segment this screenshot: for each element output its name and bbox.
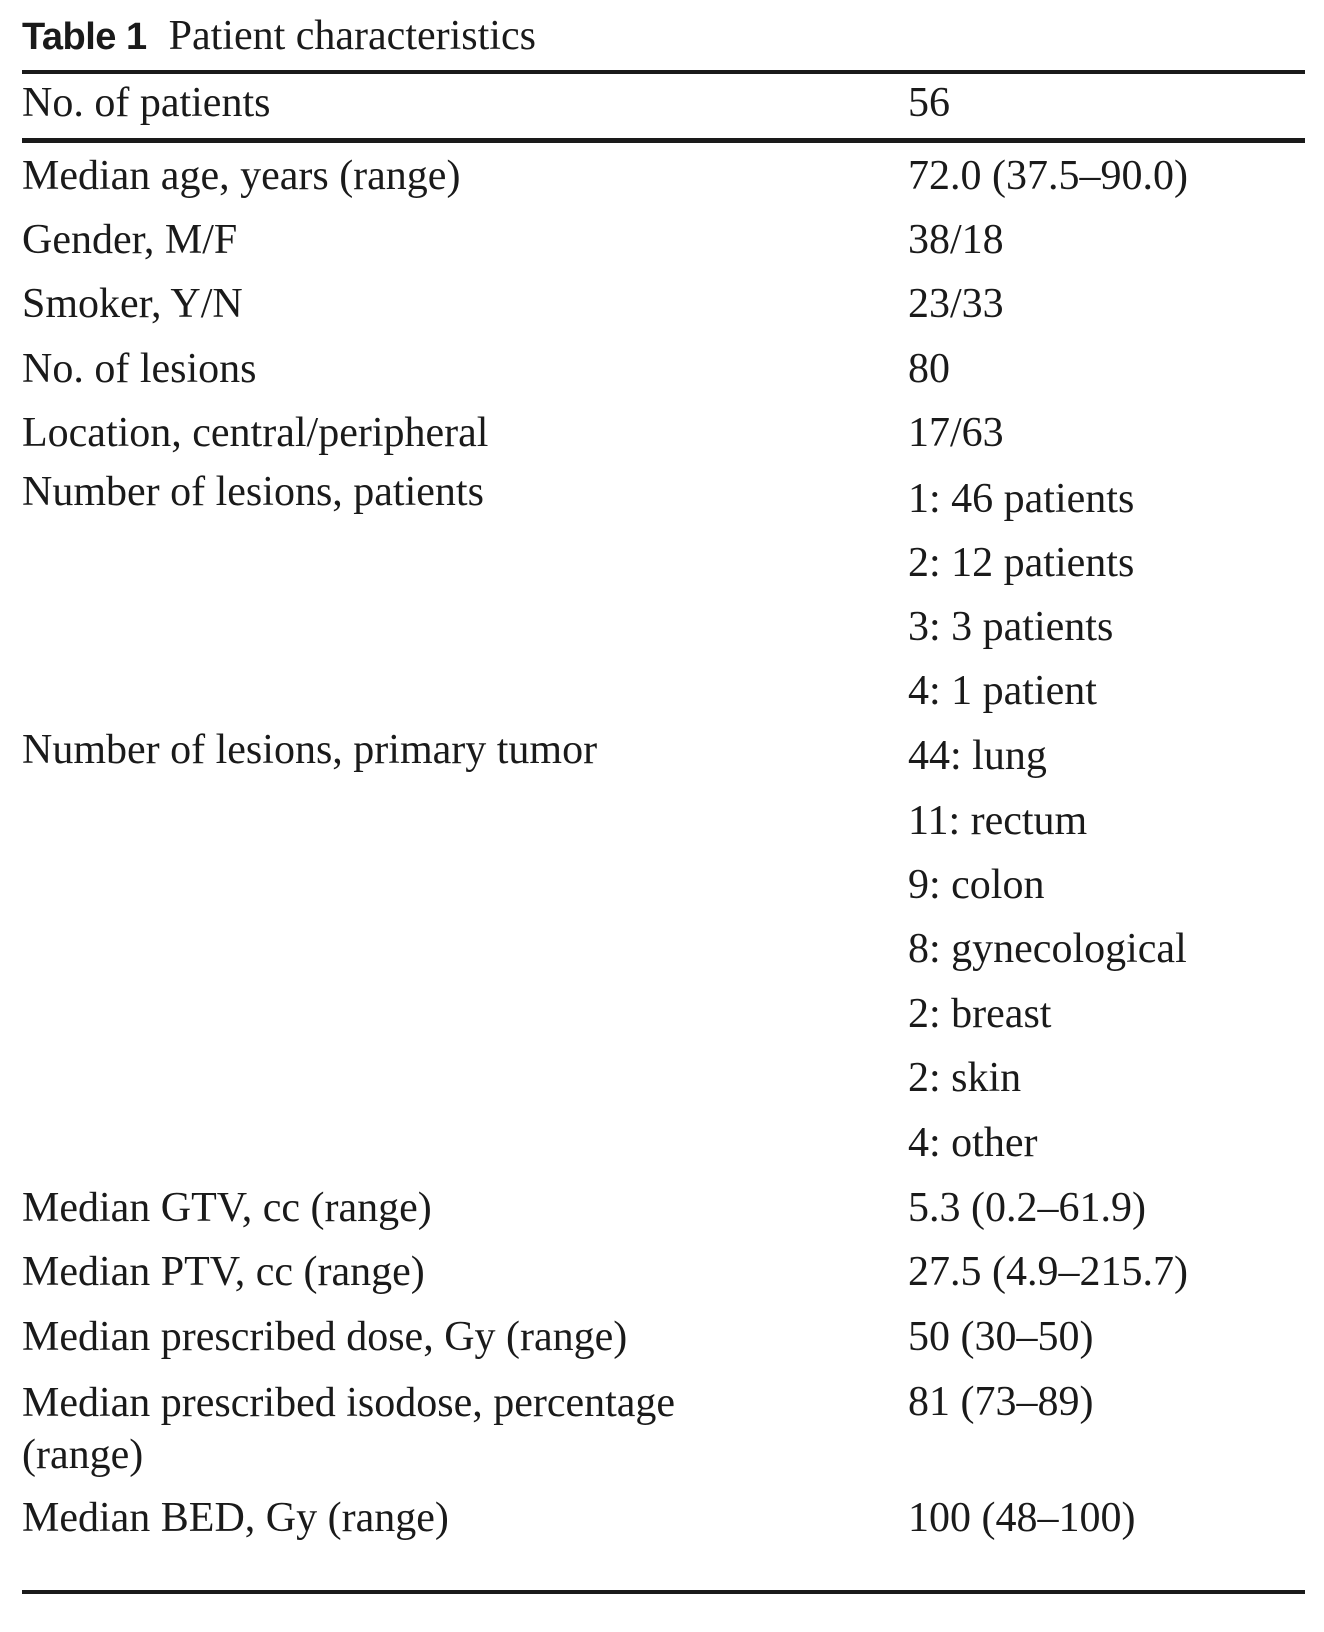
bottom-rule [22,1590,1305,1594]
row-label-median-age: Median age, years (range) [22,153,461,199]
row-label-dose: Median prescribed dose, Gy (range) [22,1314,628,1360]
row-label-lesions-primary: Number of lesions, primary tumor [22,727,598,773]
row-label-gender: Gender, M/F [22,217,238,263]
row-value-ptv: 27.5 (4.9–215.7) [908,1249,1188,1295]
table-label: Table 1 [22,16,147,58]
lesions-primary-value: 9: colon [908,862,1045,908]
lesions-primary-value: 4: other [908,1120,1038,1166]
table-caption [22,8,536,64]
lesions-primary-value: 2: breast [908,991,1052,1037]
row-label-lesions-patients: Number of lesions, patients [22,469,484,515]
row-label-smoker: Smoker, Y/N [22,281,243,327]
lesions-patients-value: 1: 46 patients [908,476,1135,522]
row-label-bed: Median BED, Gy (range) [22,1495,449,1541]
row-value-lesions: 80 [908,346,950,392]
top-rule [22,70,1305,74]
lesions-patients-value: 4: 1 patient [908,668,1097,714]
row-value-isodose: 81 (73–89) [908,1379,1094,1425]
row-label-lesions: No. of lesions [22,346,257,392]
row-label-location: Location, central/peripheral [22,410,489,456]
row-label-gtv: Median GTV, cc (range) [22,1185,432,1231]
lesions-primary-value: 11: rectum [908,798,1088,844]
row-value-dose: 50 (30–50) [908,1314,1094,1360]
row-value-location: 17/63 [908,410,1004,456]
lesions-primary-value: 8: gynecological [908,926,1187,972]
lesions-patients-value: 2: 12 patients [908,540,1135,586]
row-value-bed: 100 (48–100) [908,1495,1136,1541]
lesions-primary-value: 2: skin [908,1055,1022,1101]
row-value-gtv: 5.3 (0.2–61.9) [908,1185,1146,1231]
row-value-gender: 38/18 [908,217,1004,263]
row-label-isodose: Median prescribed isodose, percentage (range) [22,1380,676,1478]
header-label: No. of patients [22,80,271,126]
lesions-primary-value: 44: lung [908,733,1047,779]
header-value: 56 [908,80,950,126]
header-rule [22,138,1305,143]
table-title: Patient characteristics [168,13,536,59]
lesions-patients-value: 3: 3 patients [908,604,1114,650]
row-label-ptv: Median PTV, cc (range) [22,1249,425,1295]
row-value-median-age: 72.0 (37.5–90.0) [908,153,1188,199]
row-value-smoker: 23/33 [908,281,1004,327]
